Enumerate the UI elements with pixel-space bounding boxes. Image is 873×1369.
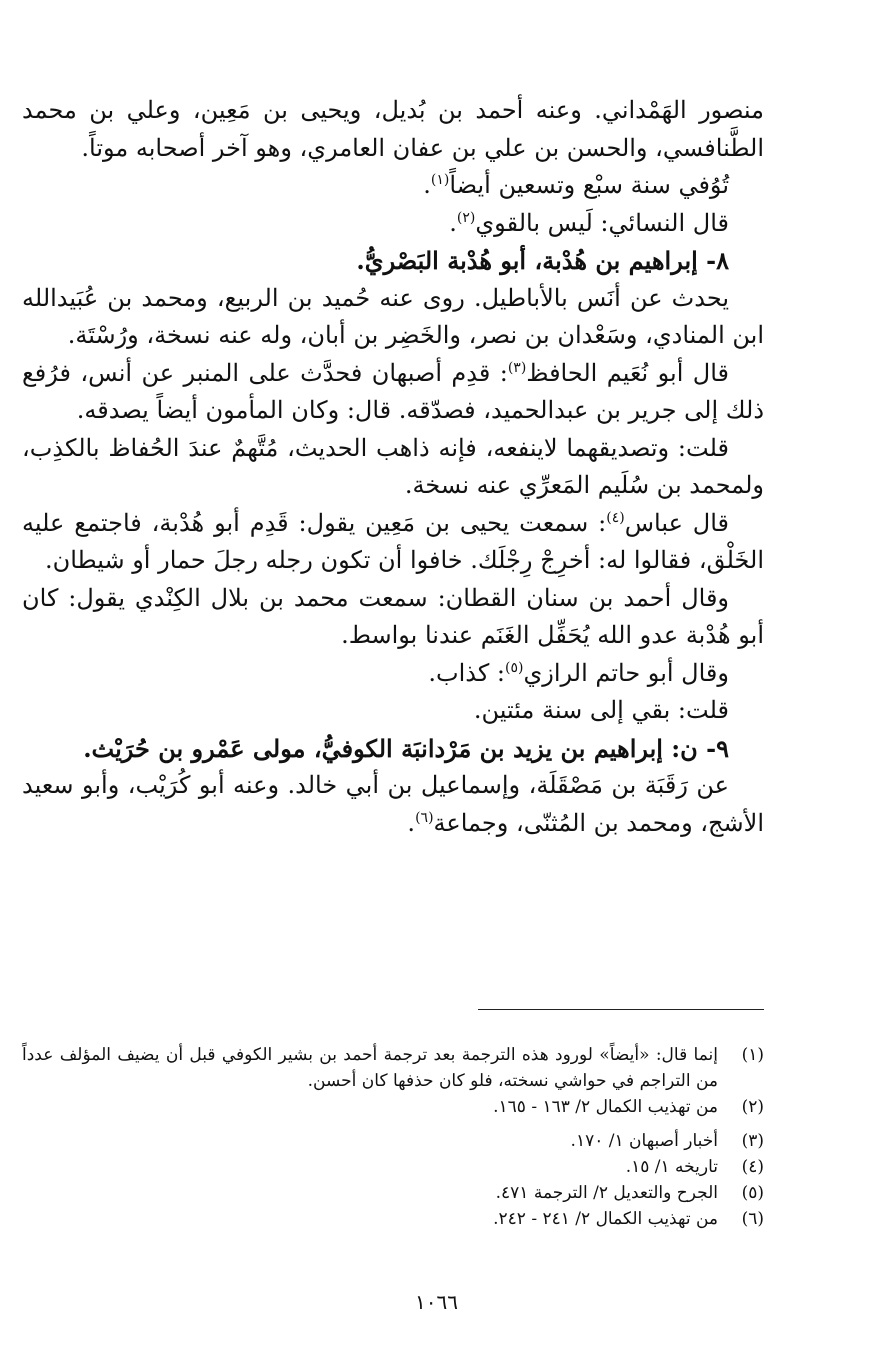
- footnote-2: (٢) من تهذيب الكمال ٢/ ١٦٣ - ١٦٥.: [493, 1097, 764, 1117]
- paragraph-abbas: قال عباس$^{(٤)}$: سمعت يحيى بن مَعِين يقول: قَدِم أبو هُدْبة، فاجتمع عليه الخَلْق، فقالوا له: أخرِجْ رِجْلَك. خافوا أن تكون رجله رجلَ حمار أو شيطان.: [22, 508, 764, 574]
- footnote-4: (٤) تاريخه ١/ ١٥.: [625, 1157, 764, 1177]
- paragraph-nasai: قال النسائي: لَيس بالقوي$^{(٢)}$.: [449, 208, 729, 237]
- entry-heading-8: ٨- إبراهيم بن هُدْبة، أبو هُدْبة البَصْريُّ.: [356, 246, 729, 275]
- paragraph-qattan: وقال أحمد بن سنان القطان: سمعت محمد بن بلال الكِنْدي يقول: كان أبو هُدْبة عدو الله يُحَفِّل الغَنَم عندنا بواسط.: [22, 583, 764, 649]
- footnote-1: (١) إنما قال: «أيضاً» لورود هذه الترجمة بعد ترجمة أحمد بن بشير الكوفي قبل أن يضيف المؤلف عدداً من التراجم في حواشي نسخته، فلو كان حذفها كان أحسن.: [22, 1045, 764, 1091]
- footnote-ref: (٥): [505, 659, 524, 676]
- paragraph-continuation: منصور الهَمْداني. وعنه أحمد بن بُديل، ويحيى بن مَعِين، وعلي بن محمد الطَّنافسي، والحسن بن علي بن عفان العامري، وهو آخر أصحابه موتاً.: [22, 96, 764, 162]
- paragraph-abu-hatim: وقال أبو حاتم الرازي$^{(٥)}$: كذاب.: [428, 658, 729, 687]
- footnote-ref: (٦): [415, 809, 434, 826]
- footnote-6: (٦) من تهذيب الكمال ٢/ ٢٤١ - ٢٤٢.: [493, 1209, 764, 1229]
- page-number: ١٠٦٦: [415, 1290, 458, 1314]
- footnote-divider: [478, 1009, 764, 1010]
- footnotes: [22, 1042, 764, 1232]
- footnote-5: (٥) الجرح والتعديل ٢/ الترجمة ٤٧١.: [495, 1183, 764, 1203]
- main-text: [22, 92, 764, 842]
- paragraph-remark: قلت: بقي إلى سنة مئتين.: [473, 696, 729, 724]
- paragraph-abu-nuaym: قال أبو نُعَيم الحافظ$^{(٣)}$: قدِم أصبهان فحدَّث على المنبر عن أنس، فرُفع ذلك إلى جرير بن عبدالحميد، فصدّقه. قال: وكان المأمون أيضاً يصدقه.: [22, 358, 764, 424]
- footnote-ref: (٣): [507, 359, 527, 376]
- entry-heading-9: ٩- ن: إبراهيم بن يزيد بن مَرْدانبَة الكوفيُّ، مولى عَمْرو بن حُرَيْث.: [83, 733, 729, 763]
- footnote-3: (٣) أخبار أصبهان ١/ ١٧٠.: [570, 1131, 764, 1151]
- paragraph-death-year: تُوُفي سنة سبْع وتسعين أيضاً$^{(١)}$.: [423, 171, 729, 199]
- footnote-ref: (١): [430, 172, 450, 188]
- footnote-ref: (٤): [606, 509, 625, 526]
- paragraph-comment: قلت: وتصديقهما لاينفعه، فإنه ذاهب الحديث، مُتَّهمٌ عندَ الحُفاظ بالكذِب، ولمحمد بن سُلَيم المَعرِّي عنه نسخة.: [22, 433, 764, 499]
- footnote-ref: (٢): [456, 209, 476, 226]
- paragraph-narrators: يحدث عن أنَس بالأباطيل. روى عنه حُميد بن الربيع، ومحمد بن عُبَيدالله ابن المنادي، وسَعْدان بن نصر، والخَضِر بن أبان، وله عنه نسخة، ورُسْتَة.: [22, 283, 764, 349]
- paragraph-entry-9: عن رَقَبَة بن مَصْقَلَة، وإسماعيل بن أبي خالد. وعنه أبو كُرَيْب، وأبو سعيد الأشج، ومحمد بن المُثنّى، وجماعة$^{(٦)}$.: [22, 771, 764, 837]
